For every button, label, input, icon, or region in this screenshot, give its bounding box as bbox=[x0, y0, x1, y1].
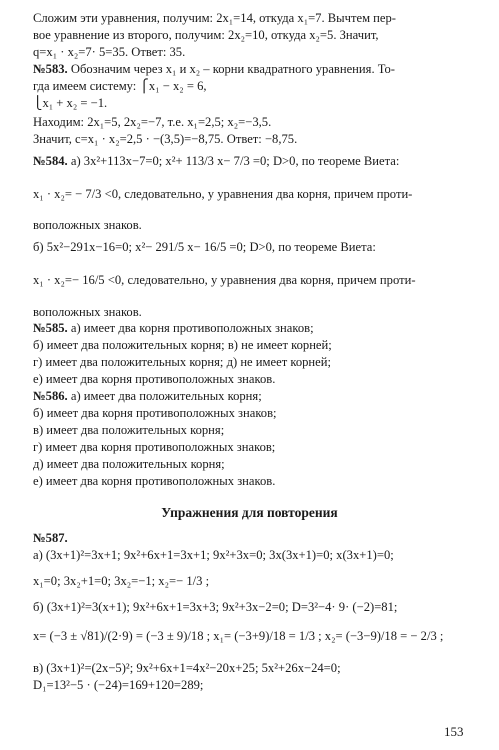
line-text: д) имеет два положительных корня; bbox=[33, 457, 225, 471]
page-number: 153 bbox=[444, 724, 464, 739]
problem-number: №586. bbox=[33, 389, 68, 403]
text-line bbox=[33, 61, 395, 77]
line-text: вое уравнение из второго, получим: 2x₂=10, откуда x₂=5. Значит, bbox=[33, 28, 379, 42]
text-line bbox=[33, 422, 224, 438]
line-text: б) имеет два положительных корня; в) не имеет корней; bbox=[33, 338, 332, 352]
text-line bbox=[33, 304, 142, 320]
line-text: Сложим эти уравнения, получим: 2x₁=14, откуда x₁=7. Вычтем пер- bbox=[33, 11, 397, 25]
line-text: а) 3x²+113x−7=0; x²+ 113/3 x− 7/3 =0; D>0, по теореме Виета: bbox=[67, 154, 400, 168]
text-line bbox=[33, 10, 396, 26]
line-text: е) имеет два корня противоположных знаков. bbox=[33, 474, 276, 488]
text-line bbox=[33, 439, 275, 455]
line-text: q=x₁ · x₂=7· 5=35. Ответ: 35. bbox=[33, 45, 186, 59]
line-text: Обозначим через x₁ и x₂ – корни квадратного уравнения. То- bbox=[67, 62, 395, 76]
text-line bbox=[33, 456, 225, 472]
line-text: а) имеет два положительных корня; bbox=[67, 389, 262, 403]
line-text: x₁ · x₂= − 7/3 <0, следовательно, у уравнения два корня, причем проти- bbox=[33, 187, 413, 201]
text-line bbox=[33, 78, 207, 94]
text-line bbox=[33, 388, 262, 404]
problem-number: №583. bbox=[33, 62, 68, 76]
section-heading: Упражнения для повторения bbox=[161, 505, 338, 520]
text-line bbox=[33, 473, 275, 489]
line-text: x₁=0; 3x₂+1=0; 3x₂=−1; x₂=− 1/3 ; bbox=[33, 574, 210, 588]
text-line bbox=[33, 530, 68, 546]
text-line bbox=[33, 114, 271, 130]
line-text: ⎩x₁ + x₂ = −1. bbox=[33, 96, 108, 110]
text-line bbox=[33, 44, 185, 60]
problem-number: №584. bbox=[33, 154, 68, 168]
line-text: г) имеет два положительных корня; д) не имеет корней; bbox=[33, 355, 331, 369]
line-text: Значит, c=x₁ · x₂=2,5 · −(3,5)=−8,75. Ответ: −8,75. bbox=[33, 132, 298, 146]
line-text: воположных знаков. bbox=[33, 218, 142, 232]
text-line bbox=[33, 320, 314, 336]
line-text: в) имеет два положительных корня; bbox=[33, 423, 225, 437]
text-line bbox=[33, 354, 331, 370]
text-line bbox=[33, 186, 412, 202]
line-text: б) 5x²−291x−16=0; x²− 291/5 x− 16/5 =0; D>0, по теореме Виета: bbox=[33, 240, 376, 254]
line-text: x= (−3 ± √81)/(2·9) = (−3 ± 9)/18 ; x₁= (−3+9)/18 = 1/3 ; x₂= (−3−9)/18 = − 2/3 ; bbox=[33, 629, 444, 643]
text-line bbox=[33, 27, 379, 43]
text-line bbox=[33, 239, 376, 255]
text-line bbox=[33, 599, 397, 615]
text-line bbox=[33, 660, 341, 676]
line-text: D₁=13²−5 · (−24)=169+120=289; bbox=[33, 678, 204, 692]
line-text: б) (3x+1)²=3(x+1); 9x²+6x+1=3x+3; 9x²+3x−2=0; D=3²−4· 9· (−2)=81; bbox=[33, 600, 398, 614]
line-text: а) (3x+1)²=3x+1; 9x²+6x+1=3x+1; 9x²+3x=0; 3x(3x+1)=0; x(3x+1)=0; bbox=[33, 548, 394, 562]
text-line bbox=[33, 547, 394, 563]
text-line bbox=[33, 405, 277, 421]
line-text: гда имеем систему: ⎧x₁ − x₂ = 6, bbox=[33, 79, 207, 93]
line-text: е) имеет два корня противоположных знаков. bbox=[33, 372, 276, 386]
text-line bbox=[33, 272, 416, 288]
text-line bbox=[33, 95, 107, 111]
text-line bbox=[33, 153, 399, 169]
line-text: в) (3x+1)²=(2x−5)²; 9x²+6x+1=4x²−20x+25; 5x²+26x−24=0; bbox=[33, 661, 341, 675]
text-line bbox=[33, 337, 332, 353]
text-line bbox=[33, 628, 443, 644]
text-line bbox=[33, 573, 209, 589]
line-text: г) имеет два корня противоположных знаков; bbox=[33, 440, 276, 454]
text-line bbox=[33, 131, 297, 147]
line-text: а) имеет два корня противоположных знаков; bbox=[67, 321, 314, 335]
line-text: Находим: 2x₁=5, 2x₂=−7, т.е. x₁=2,5; x₂=−3,5. bbox=[33, 115, 272, 129]
text-line bbox=[33, 677, 203, 693]
line-text: x₁ · x₂=− 16/5 <0, следовательно, у уравнения два корня, причем проти- bbox=[33, 273, 416, 287]
line-text: воположных знаков. bbox=[33, 305, 142, 319]
text-line bbox=[33, 217, 142, 233]
text-line bbox=[33, 371, 275, 387]
problem-number: №585. bbox=[33, 321, 68, 335]
problem-number: №587. bbox=[33, 531, 68, 545]
line-text: б) имеет два корня противоположных знаков; bbox=[33, 406, 277, 420]
